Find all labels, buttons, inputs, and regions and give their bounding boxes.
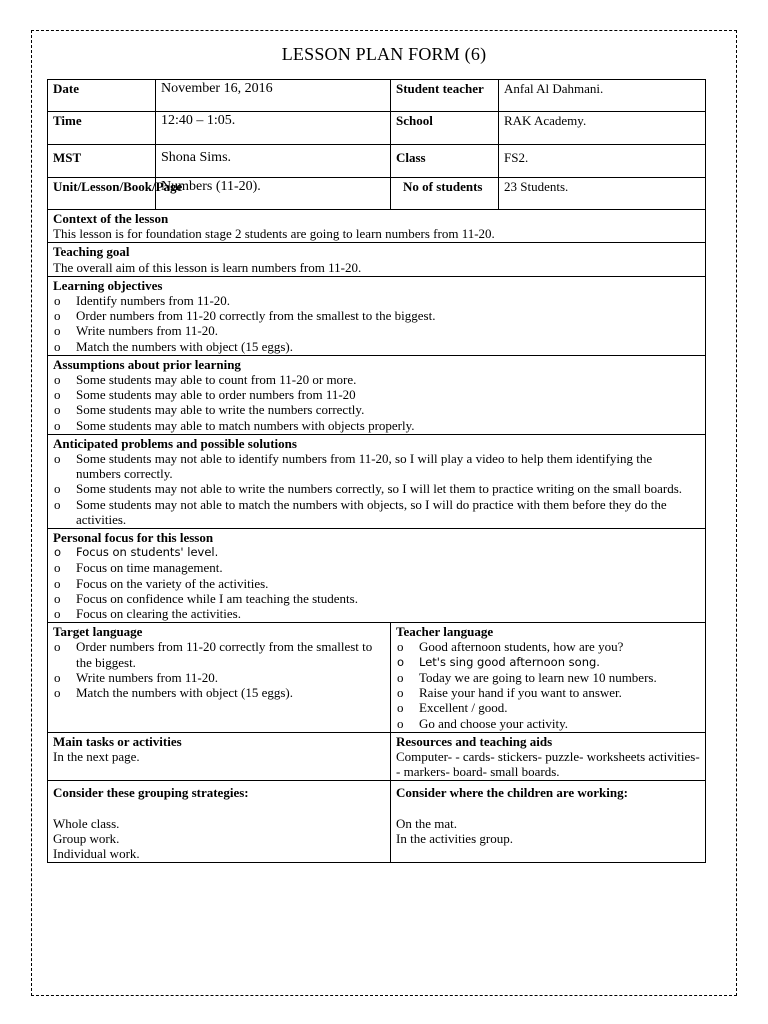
resources-text: Computer- - cards- stickers- puzzle- worksheets activities- - markers- board- small boards. <box>396 748 700 780</box>
grouping-heading: Consider these grouping strategies: <box>53 785 249 801</box>
list-item: o Focus on time management. <box>53 560 700 575</box>
mst-value: Shona Sims. <box>156 145 391 178</box>
row-date <box>48 80 706 112</box>
grouping-line: Whole class. <box>53 815 120 831</box>
working-place-line: On the mat. <box>396 815 458 831</box>
lesson-plan-table <box>47 79 706 863</box>
date-value: November 16, 2016 <box>156 80 391 112</box>
learning-objectives-heading: Learning objectives <box>53 277 163 293</box>
school-label: School <box>391 112 499 145</box>
students-label: No of students <box>391 178 499 210</box>
list-item: o Excellent / good. <box>396 700 700 715</box>
teaching-goal-text: The overall aim of this lesson is learn numbers from 11-20. <box>53 259 362 275</box>
resources-heading: Resources and teaching aids <box>396 733 553 749</box>
main-tasks-heading: Main tasks or activities <box>53 733 182 749</box>
row-grouping <box>48 781 706 863</box>
teaching-goal-heading: Teaching goal <box>53 244 130 260</box>
row-language <box>48 623 706 732</box>
row-personal-focus <box>48 529 706 623</box>
context-text: This lesson is for foundation stage 2 students are going to learn numbers from 11-20. <box>53 226 495 242</box>
grouping-line: Individual work. <box>53 845 140 861</box>
row-assumptions <box>48 355 706 434</box>
teacher-language-heading: Teacher language <box>396 624 494 640</box>
student-teacher-label: Student teacher <box>391 80 499 112</box>
problems-section <box>48 434 706 528</box>
time-value: 12:40 – 1:05. <box>156 112 391 145</box>
target-language-heading: Target language <box>53 624 143 640</box>
list-item: o Write numbers from 11-20. <box>53 323 700 338</box>
unit-value: Numbers (11-20). <box>156 178 391 210</box>
row-teaching-goal <box>48 243 706 276</box>
date-label: Date <box>48 80 156 112</box>
list-item: o Order numbers from 11-20 correctly from the smallest to the biggest. <box>53 308 700 323</box>
problems-heading: Anticipated problems and possible solutions <box>53 435 297 451</box>
list-item: o Some students may not able to identify numbers from 11-20, so I will play a video to help them identifying the numbers correctly. <box>53 451 700 481</box>
list-item: o Good afternoon students, how are you? <box>396 639 700 654</box>
list-item: o Some students may able to count from 11-20 or more. <box>53 372 700 387</box>
time-label: Time <box>48 112 156 145</box>
list-item: o Focus on confidence while I am teaching the students. <box>53 591 700 606</box>
school-value: RAK Academy. <box>499 112 706 145</box>
unit-label: Unit/Lesson/Book/Page <box>48 178 156 210</box>
list-item: o Some students may not able to match the numbers with objects, so I will do practice with them before they do the activities. <box>53 497 700 527</box>
context-section <box>48 210 706 243</box>
list-item: o Some students may able to write the numbers correctly. <box>53 402 700 417</box>
main-tasks-text: In the next page. <box>53 748 140 764</box>
resources-section <box>391 732 706 781</box>
working-place-section <box>391 781 706 863</box>
list-item: o Today we are going to learn new 10 numbers. <box>396 670 700 685</box>
list-item: o Focus on clearing the activities. <box>53 606 700 621</box>
list-item: o Let's sing good afternoon song. <box>396 655 700 670</box>
class-value: FS2. <box>499 145 706 178</box>
grouping-section <box>48 781 391 863</box>
students-value: 23 Students. <box>499 178 706 210</box>
assumptions-heading: Assumptions about prior learning <box>53 356 241 372</box>
page-title: LESSON PLAN FORM (6) <box>281 44 487 64</box>
row-problems <box>48 434 706 528</box>
mst-label: MST <box>48 145 156 178</box>
target-language-section <box>48 623 391 732</box>
row-learning-objectives <box>48 276 706 355</box>
personal-focus-heading: Personal focus for this lesson <box>53 530 214 546</box>
working-place-heading: Consider where the children are working: <box>396 785 628 801</box>
main-tasks-section <box>48 732 391 781</box>
grouping-line: Group work. <box>53 830 120 846</box>
learning-objectives-section <box>48 276 706 355</box>
list-item: o Focus on students' level. <box>53 545 700 560</box>
teacher-language-section <box>391 623 706 732</box>
list-item: o Identify numbers from 11-20. <box>53 293 700 308</box>
row-tasks-resources <box>48 732 706 781</box>
list-item: o Some students may able to match numbers with objects properly. <box>53 418 700 433</box>
teaching-goal-section <box>48 243 706 276</box>
list-item: o Some students may not able to write the numbers correctly, so I will let them to practice writing on the small boards. <box>53 481 700 496</box>
list-item: o Match the numbers with object (15 eggs). <box>53 339 700 354</box>
row-unit <box>48 178 706 210</box>
class-label: Class <box>391 145 499 178</box>
list-item: o Go and choose your activity. <box>396 716 700 731</box>
row-mst <box>48 145 706 178</box>
row-time <box>48 112 706 145</box>
row-context <box>48 210 706 243</box>
list-item: o Match the numbers with object (15 eggs). <box>53 685 385 700</box>
list-item: o Order numbers from 11-20 correctly from the smallest to the biggest. <box>53 639 385 669</box>
working-place-line: In the activities group. <box>396 830 513 846</box>
personal-focus-section <box>48 529 706 623</box>
list-item: o Raise your hand if you want to answer. <box>396 685 700 700</box>
list-item: o Focus on the variety of the activities. <box>53 576 700 591</box>
student-teacher-value: Anfal Al Dahmani. <box>499 80 706 112</box>
assumptions-section <box>48 355 706 434</box>
list-item: o Write numbers from 11-20. <box>53 670 385 685</box>
list-item: o Some students may able to order numbers from 11-20 <box>53 387 700 402</box>
context-heading: Context of the lesson <box>53 211 169 226</box>
